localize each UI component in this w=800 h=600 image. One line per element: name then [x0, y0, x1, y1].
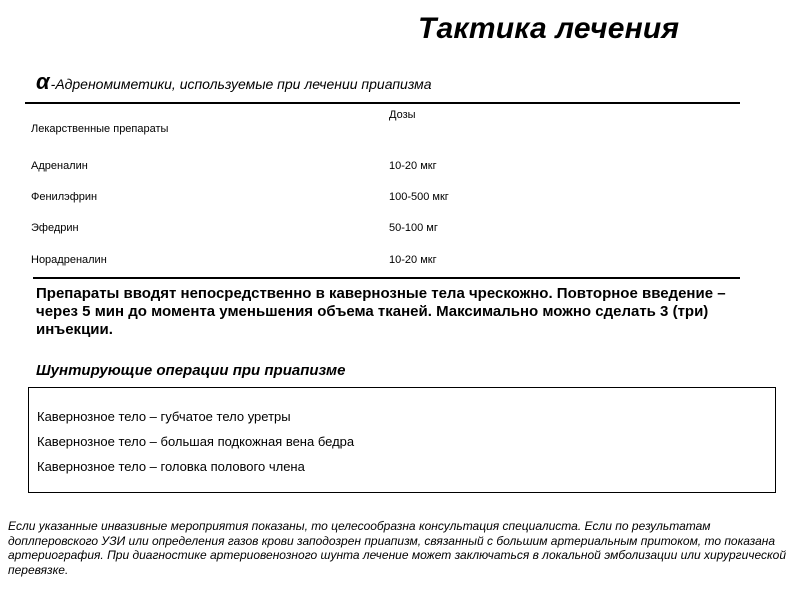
shunt-item: Кавернозное тело – головка полового члена — [37, 459, 305, 474]
drug-cell: Адреналин — [31, 160, 88, 172]
dose-cell: 10-20 мкг — [389, 254, 437, 266]
footer-paragraph: Если указанные инвазивные мероприятия показаны, то целесообразна консультация специалиста. Если по результатам доплперовского УЗИ или определения газов крови заподозрен приапизм, связанный с большим артериальным притоком, то показана артериография. При диагностике артериовенозного шунта лечение может заключаться в локальной эмболизации или хирургической перевязке. — [8, 519, 787, 577]
drug-cell: Норадреналин — [31, 254, 107, 266]
shunt-heading: Шунтирующие операции при приапизме — [36, 362, 346, 379]
header-drug: Лекарственные препараты — [31, 123, 169, 135]
shunt-list-box — [28, 387, 776, 493]
dose-cell: 10-20 мкг — [389, 160, 437, 172]
alpha-symbol: α — [36, 69, 50, 94]
shunt-item: Кавернозное тело – губчатое тело уретры — [37, 409, 291, 424]
drug-cell: Эфедрин — [31, 222, 79, 234]
slide-title: Тактика лечения — [418, 12, 680, 45]
table-top-rule — [25, 102, 740, 104]
shunt-item: Кавернозное тело – большая подкожная вена бедра — [37, 434, 355, 449]
table-subtitle — [36, 69, 432, 95]
administration-note: Препараты вводят непосредственно в кавернозные тела чрескожно. Повторное введение – через 5 мин до момента уменьшения объема тканей. Максимально можно сделать 3 (три) инъекции. — [36, 285, 726, 338]
drug-cell: Фенилэфрин — [31, 191, 98, 203]
subtitle-text: -Адреномиметики, используемые при лечении приапизма — [50, 76, 432, 92]
dose-cell: 50-100 мг — [389, 222, 438, 234]
table-bottom-rule — [33, 277, 740, 279]
dose-cell: 100-500 мкг — [389, 191, 449, 203]
header-dose: Дозы — [389, 109, 416, 121]
